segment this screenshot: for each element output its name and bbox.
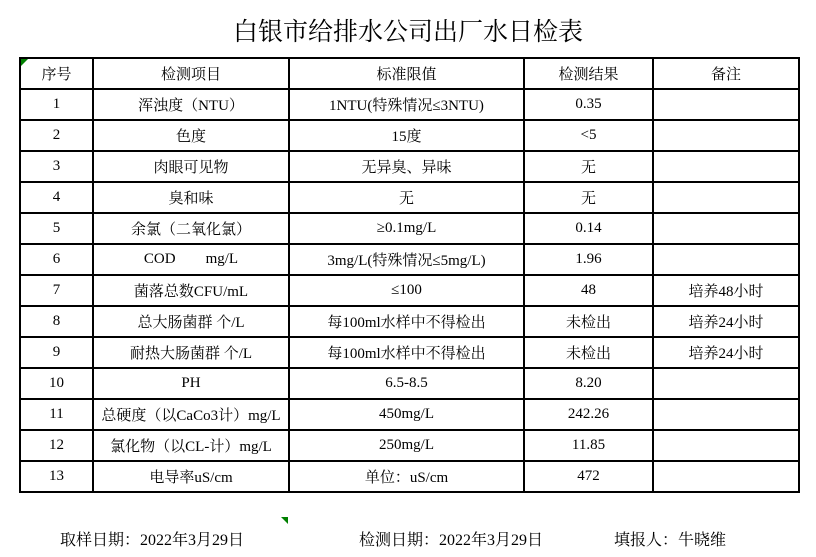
table-cell: 单位：uS/cm [289,461,524,492]
table-cell: 每100ml水样中不得检出 [289,306,524,337]
table-cell [653,399,799,430]
table-cell: COD mg/L [93,244,289,275]
table-row [20,182,799,213]
table-cell: 无 [524,151,653,182]
table-row [20,461,799,492]
table-row [20,120,799,151]
table-cell: 培养24小时 [653,337,799,368]
table-cell: 总硬度（以CaCo3计）mg/L [93,399,289,430]
table-row [20,213,799,244]
table-cell: 0.14 [524,213,653,244]
table-cell: 氯化物（以CL-计）mg/L [93,430,289,461]
table-cell: 8 [20,306,93,337]
column-header: 检测项目 [93,58,289,89]
table-row [20,89,799,120]
table-cell: 肉眼可见物 [93,151,289,182]
footer [0,527,816,551]
table-row [20,337,799,368]
table-cell: 1.96 [524,244,653,275]
table-cell: 1 [20,89,93,120]
test-date-text: 检测日期：2022年3月29日 [359,532,544,549]
column-header: 标准限值 [289,58,524,89]
table-cell [653,368,799,399]
table-cell: 242.26 [524,399,653,430]
table-cell: 7 [20,275,93,306]
table-cell: 总大肠菌群 个/L [93,306,289,337]
page-title: 白银市给排水公司出厂水日检表 [232,19,583,46]
table-cell: 15度 [289,120,524,151]
table-cell: 12 [20,430,93,461]
table-cell: 2 [20,120,93,151]
table-cell: 无 [524,182,653,213]
table-cell [653,461,799,492]
table-row [20,275,799,306]
table-row [20,368,799,399]
table-cell: 4 [20,182,93,213]
table-cell [653,244,799,275]
table-cell: 未检出 [524,306,653,337]
table-cell [653,182,799,213]
table-row [20,430,799,461]
reporter-text: 填报人：牛晓维 [614,532,727,549]
table-cell: 13 [20,461,93,492]
table-cell: 8.20 [524,368,653,399]
table-cell: ≥0.1mg/L [289,213,524,244]
table-cell: <5 [524,120,653,151]
table-cell: 11 [20,399,93,430]
table-cell: 未检出 [524,337,653,368]
table-cell: 余氯（二氧化氯） [93,213,289,244]
table-cell: 450mg/L [289,399,524,430]
table-cell: 9 [20,337,93,368]
table-cell: 色度 [93,120,289,151]
table-cell: 48 [524,275,653,306]
column-header: 备注 [653,58,799,89]
table-cell: 无异臭、异味 [289,151,524,182]
table-cell: 电导率uS/cm [93,461,289,492]
table-cell: 3 [20,151,93,182]
inspection-table [19,57,800,493]
table-cell [653,213,799,244]
table-cell: 6.5-8.5 [289,368,524,399]
table-cell: 1NTU(特殊情况≤3NTU) [289,89,524,120]
table-cell: 3mg/L(特殊情况≤5mg/L) [289,244,524,275]
table-cell: 6 [20,244,93,275]
column-header: 检测结果 [524,58,653,89]
table-row [20,399,799,430]
table-cell [653,89,799,120]
table-cell: 10 [20,368,93,399]
table-header-row [20,58,799,89]
table-cell: PH [93,368,289,399]
table-cell: 培养24小时 [653,306,799,337]
table-cell: 培养48小时 [653,275,799,306]
table-cell [653,120,799,151]
sampling-date-text: 取样日期：2022年3月29日 [60,532,245,549]
table-cell: 菌落总数CFU/mL [93,275,289,306]
table-cell: 每100ml水样中不得检出 [289,337,524,368]
table-cell: 浑浊度（NTU） [93,89,289,120]
table-cell: 无 [289,182,524,213]
table-cell [653,151,799,182]
excel-cell-error-marker-icon [21,59,28,66]
table-cell [653,430,799,461]
table-cell: 耐热大肠菌群 个/L [93,337,289,368]
excel-selection-marker-icon [281,517,288,524]
column-header: 序号 [20,58,93,89]
table-cell: 11.85 [524,430,653,461]
table-cell: ≤100 [289,275,524,306]
table-cell: 472 [524,461,653,492]
table-cell: 250mg/L [289,430,524,461]
table-row [20,244,799,275]
table-cell: 5 [20,213,93,244]
table-cell: 臭和味 [93,182,289,213]
table-cell: 0.35 [524,89,653,120]
table-row [20,306,799,337]
table-row [20,151,799,182]
